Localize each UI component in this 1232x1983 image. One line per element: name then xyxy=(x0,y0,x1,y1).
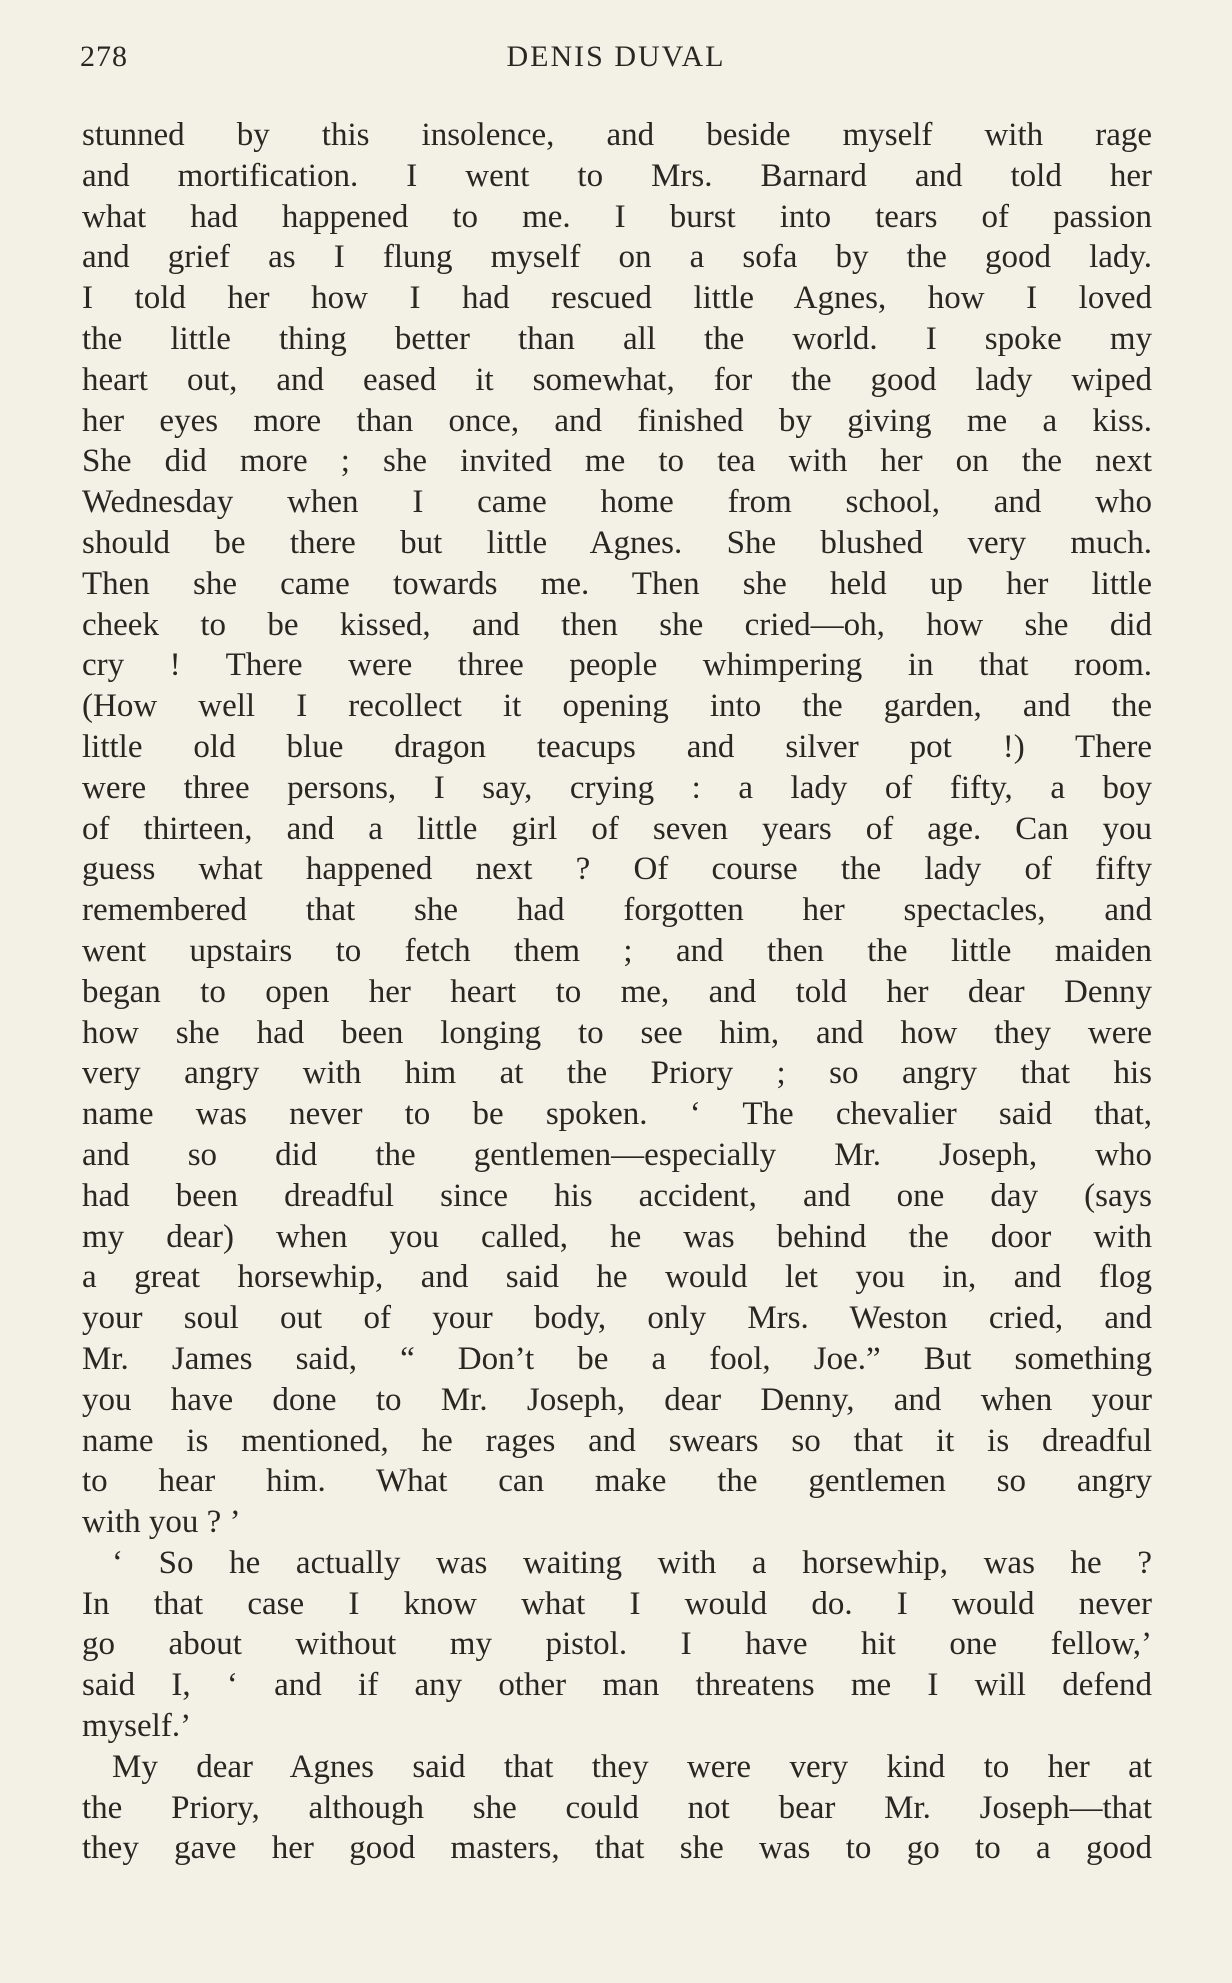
text-line: and grief as I flung myself on a sofa by the good lady. xyxy=(82,239,1152,276)
text-line: myself.’ xyxy=(82,1708,192,1745)
text-line: cheek to be kissed, and then she cried—oh, how she did xyxy=(82,606,1152,643)
body-text xyxy=(82,115,1152,1869)
book-title: DENIS DUVAL xyxy=(506,40,726,73)
text-line: had been dreadful since his accident, and one day (says xyxy=(82,1177,1152,1214)
text-line: with you ? ’ xyxy=(82,1504,241,1541)
page-number: 278 xyxy=(80,40,128,73)
text-line: went upstairs to fetch them ; and then the little maiden xyxy=(82,932,1152,969)
text-line: very angry with him at the Priory ; so angry that his xyxy=(82,1055,1152,1092)
text-line: what had happened to me. I burst into tears of passion xyxy=(82,198,1152,235)
text-line: her eyes more than once, and finished by giving me a kiss. xyxy=(82,402,1152,439)
text-line: stunned by this insolence, and beside myself with rage xyxy=(82,117,1152,153)
text-line: you have done to Mr. Joseph, dear Denny, and when your xyxy=(82,1381,1152,1418)
text-line: name is mentioned, he rages and swears so that it is dreadful xyxy=(82,1422,1152,1459)
text-line: ‘ So he actually was waiting with a horsewhip, was he ? xyxy=(112,1544,1152,1581)
text-line: little old blue dragon teacups and silver pot !) There xyxy=(82,728,1152,765)
text-line: In that case I know what I would do. I would never xyxy=(82,1585,1152,1622)
text-line: should be there but little Agnes. She blushed very much. xyxy=(82,524,1152,561)
running-head xyxy=(80,40,1152,80)
text-line: I told her how I had rescued little Agnes, how I loved xyxy=(82,280,1152,317)
text-line: and so did the gentlemen—especially Mr. Joseph, who xyxy=(82,1136,1152,1173)
text-line: cry ! There were three people whimpering in that room. xyxy=(82,647,1152,684)
text-line: a great horsewhip, and said he would let you in, and flog xyxy=(82,1259,1152,1296)
text-line: go about without my pistol. I have hit one fellow,’ xyxy=(82,1626,1152,1663)
text-line: remembered that she had forgotten her spectacles, and xyxy=(82,892,1152,929)
text-line: My dear Agnes said that they were very kind to her at xyxy=(112,1748,1152,1785)
text-line: She did more ; she invited me to tea with her on the next xyxy=(82,443,1152,480)
text-line: the little thing better than all the world. I spoke my xyxy=(82,320,1152,357)
text-line: name was never to be spoken. ‘ The chevalier said that, xyxy=(82,1096,1152,1133)
text-line: of thirteen, and a little girl of seven years of age. Can you xyxy=(82,810,1152,847)
text-line: to hear him. What can make the gentlemen so angry xyxy=(82,1463,1152,1500)
text-line: Wednesday when I came home from school, and who xyxy=(82,484,1152,521)
text-line: they gave her good masters, that she was to go to a good xyxy=(82,1830,1152,1867)
text-line: how she had been longing to see him, and how they were xyxy=(82,1014,1152,1051)
text-line: began to open her heart to me, and told her dear Denny xyxy=(82,973,1152,1010)
text-line: guess what happened next ? Of course the lady of fifty xyxy=(82,851,1152,888)
text-line: were three persons, I say, crying : a lady of fifty, a boy xyxy=(82,769,1152,806)
text-line: Mr. James said, “ Don’t be a fool, Joe.” But something xyxy=(82,1340,1152,1377)
text-line: said I, ‘ and if any other man threatens me I will defend xyxy=(82,1667,1152,1704)
text-line: (How well I recollect it opening into the garden, and the xyxy=(82,688,1152,725)
text-line: my dear) when you called, he was behind the door with xyxy=(82,1218,1152,1255)
text-line: heart out, and eased it somewhat, for the good lady wiped xyxy=(82,361,1152,398)
text-line: your soul out of your body, only Mrs. Weston cried, and xyxy=(82,1300,1152,1337)
text-line: Then she came towards me. Then she held up her little xyxy=(82,565,1152,602)
text-line: the Priory, although she could not bear Mr. Joseph—that xyxy=(82,1789,1152,1826)
text-line: and mortification. I went to Mrs. Barnard and told her xyxy=(82,157,1152,194)
